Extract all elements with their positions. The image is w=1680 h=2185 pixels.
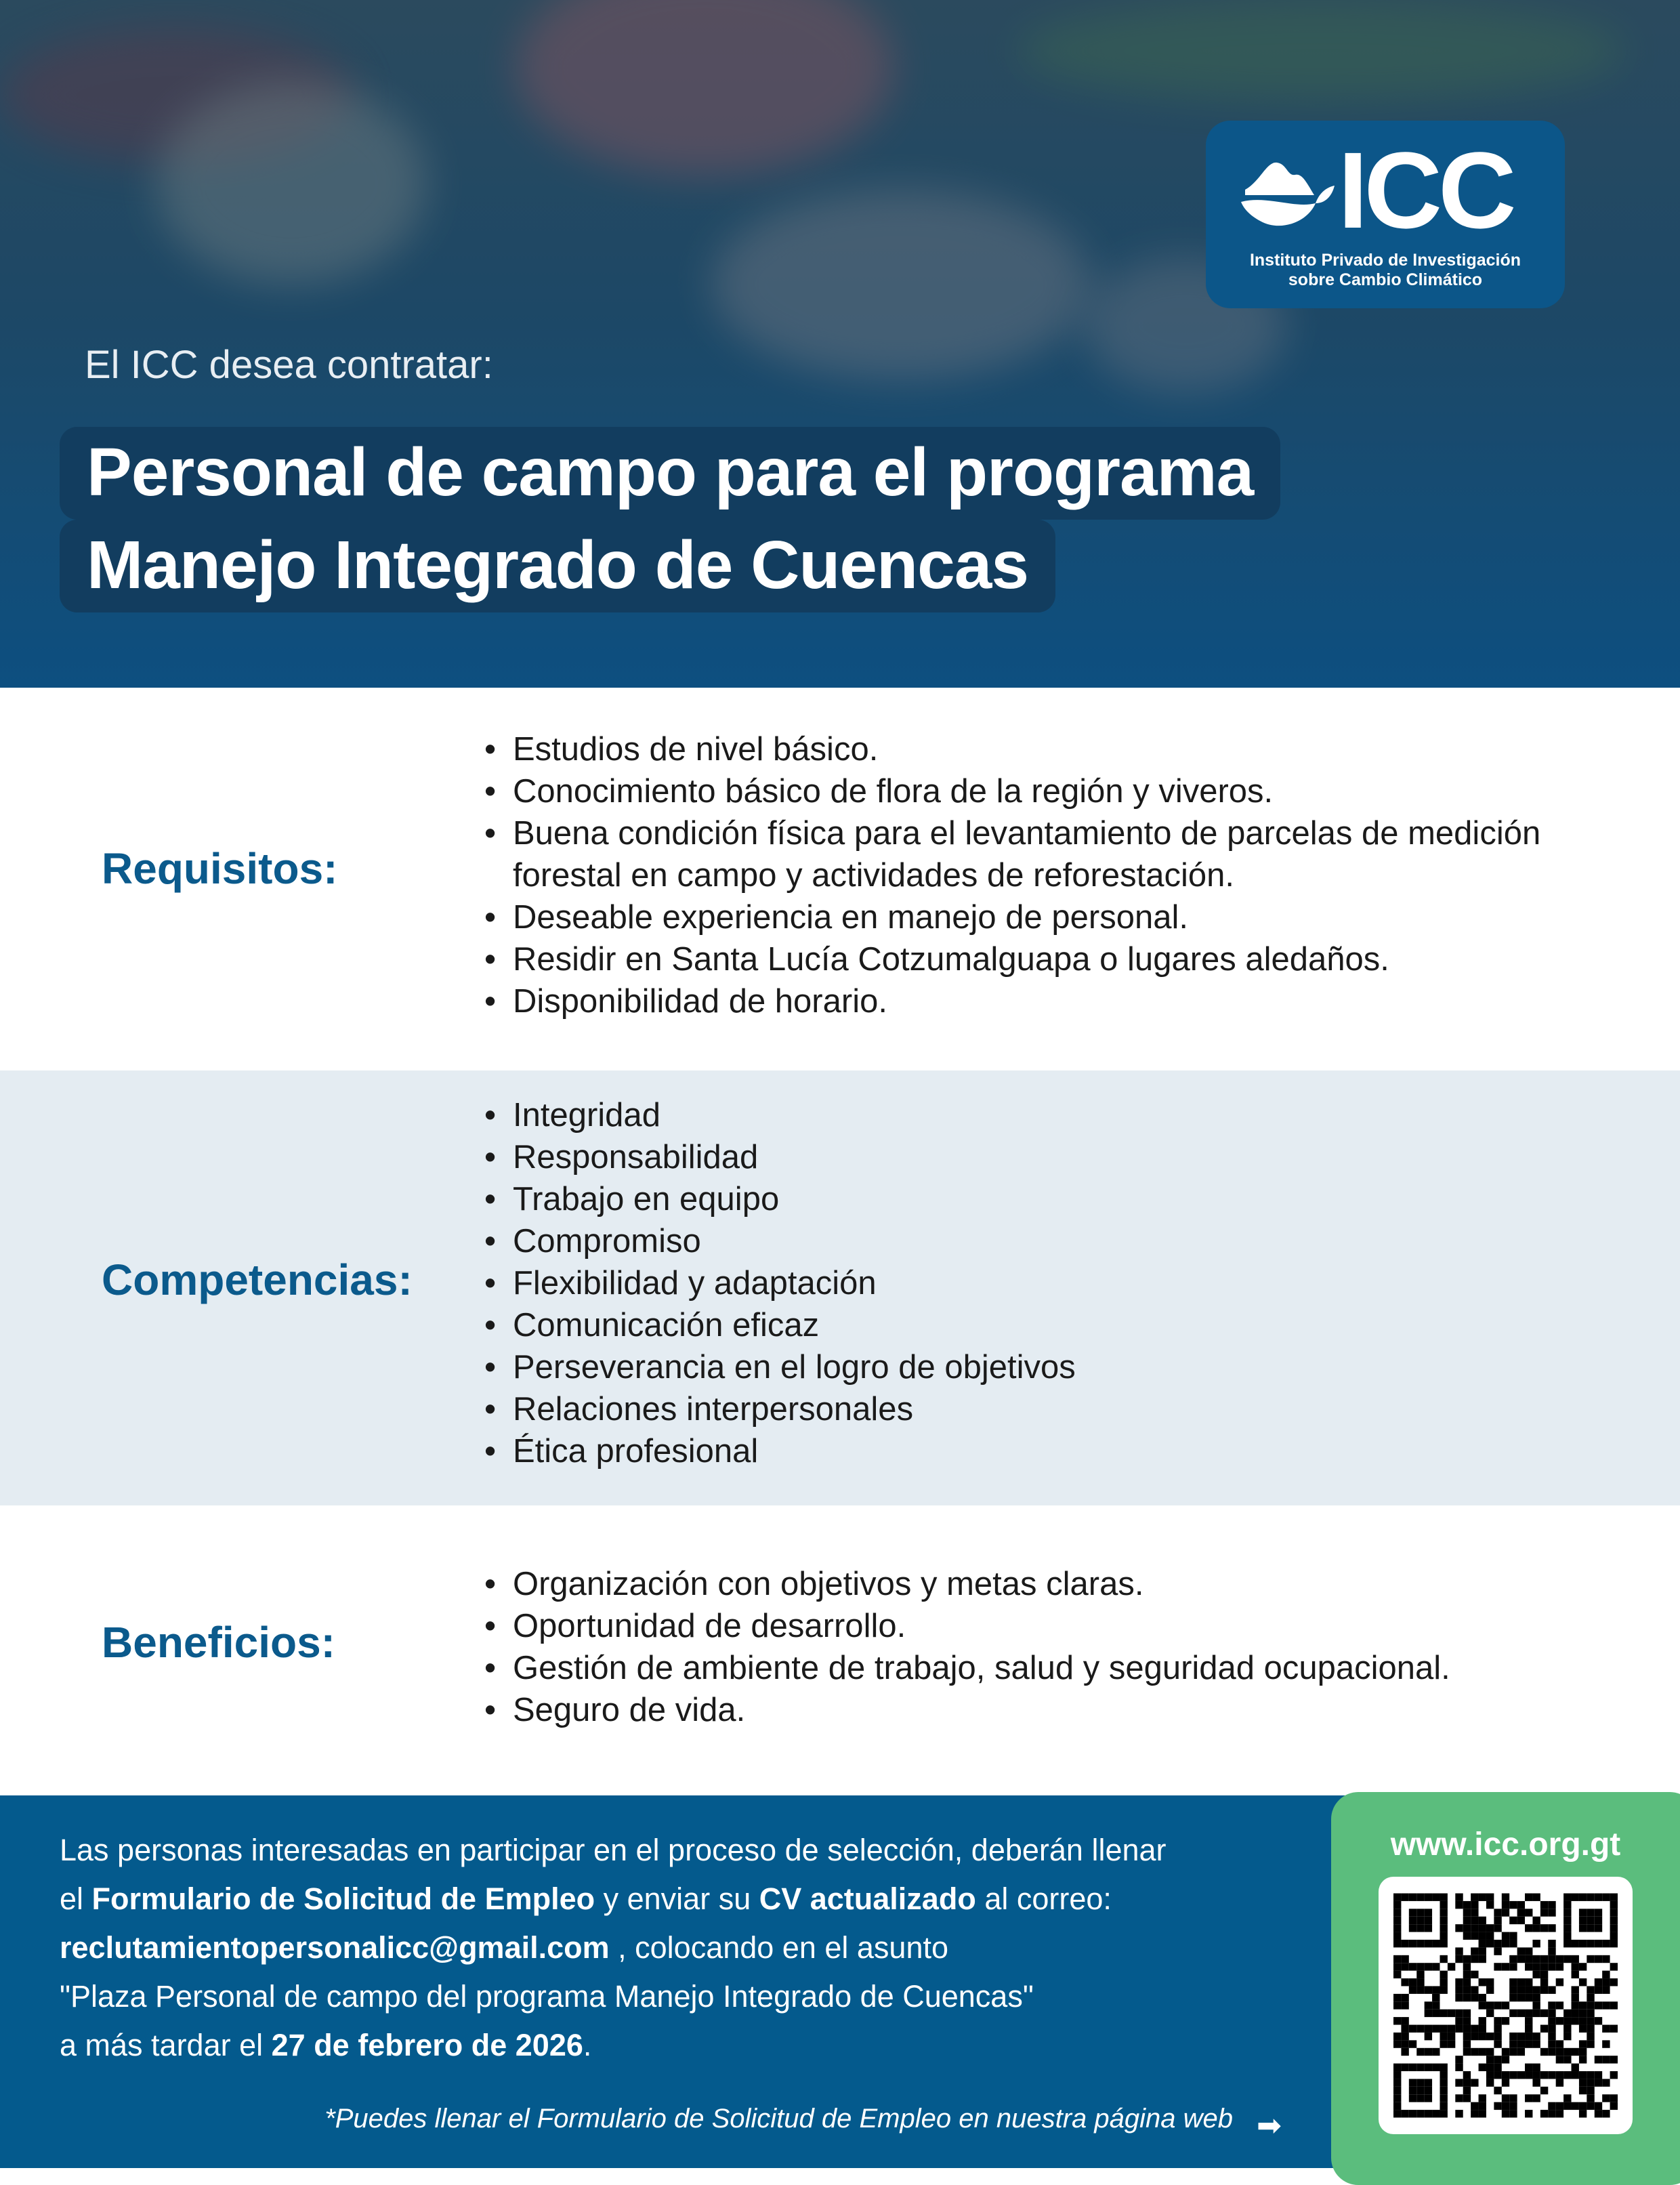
list-item: • Ética profesional <box>484 1430 1076 1472</box>
list-item: • Integridad <box>484 1094 1076 1136</box>
section-label: Beneficios: <box>102 1618 335 1667</box>
deadline-date: 27 de febrero de 2026 <box>271 2028 583 2062</box>
section-beneficios <box>0 1505 1680 1795</box>
form-name: Formulario de Solicitud de Empleo <box>91 1881 595 1916</box>
list-item: • Deseable experiencia en manejo de personal. <box>484 896 1595 938</box>
list-item: • Seguro de vida. <box>484 1689 1450 1731</box>
arrow-right-icon: ➡ <box>1257 2109 1282 2142</box>
section-label: Requisitos: <box>102 844 338 893</box>
footer-line: a más tardar el 27 de febrero de 2026. <box>60 2028 592 2062</box>
section-requisitos <box>0 688 1680 1070</box>
email-link[interactable]: reclutamientopersonalicc@gmail.com <box>60 1930 610 1965</box>
competencias-list <box>484 1094 1076 1472</box>
mountain-leaf-icon <box>1240 154 1335 236</box>
icc-logo <box>1206 121 1565 308</box>
section-label: Competencias: <box>102 1255 413 1304</box>
cv-label: CV actualizado <box>759 1881 976 1916</box>
page-title-line1: Personal de campo para el programa <box>60 427 1280 520</box>
list-item: • Conocimiento básico de flora de la región y viveros. <box>484 770 1595 812</box>
requisitos-list <box>484 728 1595 1022</box>
list-item: • Trabajo en equipo <box>484 1178 1076 1220</box>
list-item: • Perseverancia en el logro de objetivos <box>484 1346 1076 1388</box>
list-item: • Residir en Santa Lucía Cotzumalguapa o lugares aledaños. <box>484 938 1595 980</box>
qr-code[interactable] <box>1379 1877 1633 2134</box>
list-item: • Compromiso <box>484 1220 1076 1262</box>
list-item: • Responsabilidad <box>484 1136 1076 1178</box>
logo-wordmark: ICC <box>1338 129 1513 251</box>
list-item: • Comunicación eficaz <box>484 1304 1076 1346</box>
footer-line: reclutamientopersonalicc@gmail.com , colocando en el asunto <box>60 1930 949 1965</box>
list-item: • Oportunidad de desarrollo. <box>484 1605 1450 1647</box>
website-link[interactable]: www.icc.org.gt <box>1390 1827 1621 1863</box>
qr-code-icon <box>1393 1892 1618 2119</box>
section-competencias <box>0 1070 1680 1505</box>
list-item: • Gestión de ambiente de trabajo, salud y seguridad ocupacional. <box>484 1647 1450 1689</box>
footer-note: *Puedes llenar el Formulario de Solicitud de Empleo en nuestra página web <box>324 2104 1233 2134</box>
footer-line: "Plaza Personal de campo del programa Manejo Integrado de Cuencas" <box>60 1979 1034 2014</box>
logo-subtitle-2: sobre Cambio Climático <box>1288 270 1483 289</box>
list-item: • Estudios de nivel básico. <box>484 728 1595 770</box>
logo-subtitle-1: Instituto Privado de Investigación <box>1249 251 1521 270</box>
list-item: • Relaciones interpersonales <box>484 1388 1076 1430</box>
footer-line: Las personas interesadas en participar en el proceso de selección, deberán llenar <box>60 1833 1167 1867</box>
intro-text: El ICC desea contratar: <box>85 343 493 387</box>
list-item: • Flexibilidad y adaptación <box>484 1262 1076 1304</box>
footer-line: el Formulario de Solicitud de Empleo y enviar su CV actualizado al correo: <box>60 1881 1112 1916</box>
list-item: • Buena condición física para el levantamiento de parcelas de medición forestal en campo y actividades de reforestación. <box>484 812 1595 896</box>
hero-banner <box>0 0 1680 688</box>
list-item: • Disponibilidad de horario. <box>484 980 1595 1022</box>
page-title-line2: Manejo Integrado de Cuencas <box>60 520 1055 612</box>
beneficios-list <box>484 1563 1450 1731</box>
list-item: • Organización con objetivos y metas claras. <box>484 1563 1450 1605</box>
